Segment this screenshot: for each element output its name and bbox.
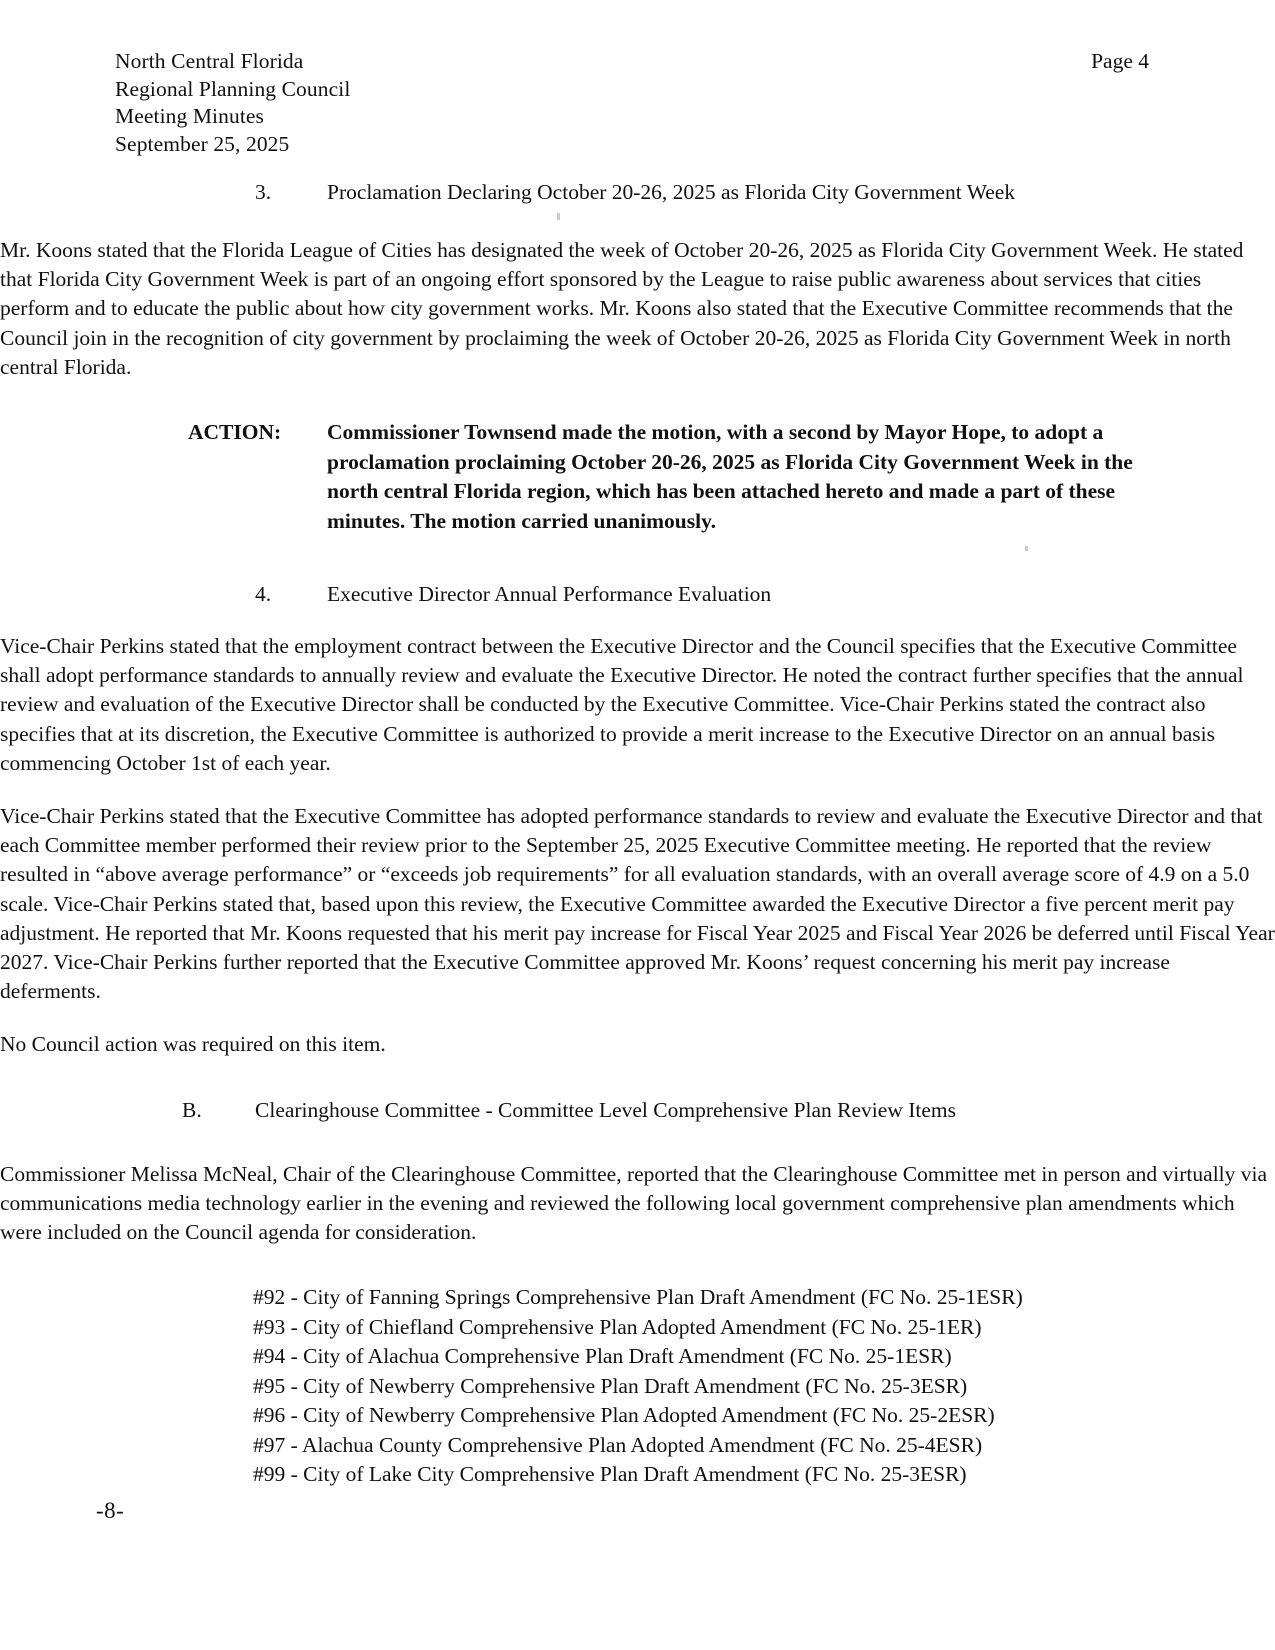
list-item: #93 - City of Chiefland Comprehensive Plan Adopted Amendment (FC No. 25-1ER) xyxy=(253,1314,982,1339)
list-item: #99 - City of Lake City Comprehensive Plan Draft Amendment (FC No. 25-3ESR) xyxy=(253,1462,967,1487)
list-item: #97 - Alachua County Comprehensive Plan Adopted Amendment (FC No. 25-4ESR) xyxy=(253,1432,983,1457)
list-item: #92 - City of Fanning Springs Comprehensive Plan Draft Amendment (FC No. 25-1ESR) xyxy=(253,1285,1023,1310)
agenda-item-b-title: Clearinghouse Committee - Committee Level Comprehensive Plan Review Items xyxy=(255,1097,956,1122)
list-item: #96 - City of Newberry Comprehensive Plan Adopted Amendment (FC No. 25-2ESR) xyxy=(253,1403,995,1428)
action-label: ACTION: xyxy=(188,420,282,445)
page-label: Page 4 xyxy=(1091,49,1149,73)
document-type-line: Meeting Minutes xyxy=(115,104,264,128)
agenda-item-b-letter: B. xyxy=(182,1097,202,1122)
agenda-item-4-title: Executive Director Annual Performance Evaluation xyxy=(327,582,772,607)
document-body xyxy=(0,178,1275,1490)
agenda-item-4-paragraph-2: Vice-Chair Perkins stated that the Executive Committee has adopted performance standards to review and evaluate the Executive Director and that each Committee member performed their review prior to the September 25, 2025 Executive Committee meeting. He reported that the review resulted in “above average performance” or “exceeds job requirements” for all evaluation standards, with an overall average score of 4.9 on a 5.0 scale. Vice-Chair Perkins stated that, based upon this review, the Executive Committee awarded the Executive Director a five percent merit pay adjustment. He reported that Mr. Koons requested that his merit pay increase for Fiscal Year 2025 and Fiscal Year 2026 be deferred until Fiscal Year 2027. Vice-Chair Perkins further reported that the Executive Committee approved Mr. Koons’ request concerning his merit pay increase deferments. xyxy=(0,804,1275,1004)
scan-artifact xyxy=(1025,546,1028,551)
list-item: #94 - City of Alachua Comprehensive Plan Draft Amendment (FC No. 25-1ESR) xyxy=(253,1344,952,1369)
agenda-item-3-paragraph: Mr. Koons stated that the Florida League of Cities has designated the week of October 20-26, 2025 as Florida City Government Week. He stated that Florida City Government Week is part of an ongoing effort sponsored by the League to raise public awareness about services that cities perform and to educate the public about how city government works. Mr. Koons also stated that the Executive Committee recommends that the Council join in the recognition of city government by proclaiming the week of October 20-26, 2025 as Florida City Government Week in north central Florida. xyxy=(0,238,1244,379)
page-footer-number: -8- xyxy=(96,1498,125,1523)
agenda-item-3-number: 3. xyxy=(255,180,272,204)
action-block xyxy=(188,418,1147,536)
agenda-item-b-paragraph: Commissioner Melissa McNeal, Chair of the Clearinghouse Committee, reported that the Clearinghouse Committee met in person and virtually via communications media technology earlier in the evening and reviewed the following local government comprehensive plan amendments which were included on the Council agenda for consideration. xyxy=(0,1161,1268,1245)
organization-line-1: North Central Florida xyxy=(115,49,304,73)
comprehensive-plan-amendment-list xyxy=(253,1283,1125,1490)
no-council-action-note: No Council action was required on this item. xyxy=(0,1032,386,1057)
scan-artifact xyxy=(557,213,560,220)
agenda-item-4-heading xyxy=(255,580,1275,608)
agenda-item-4-paragraph-1: Vice-Chair Perkins stated that the employment contract between the Executive Director and the Council specifies that the Executive Committee shall adopt performance standards to annually review and evaluate the Executive Director. He noted the contract further specifies that the annual review and evaluation of the Executive Director shall be conducted by the Executive Committee. Vice-Chair Perkins stated the contract also specifies that at its discretion, the Executive Committee is authorized to provide a merit increase to the Executive Director on an annual basis commencing October 1st of each year. xyxy=(0,634,1244,775)
list-item: #95 - City of Newberry Comprehensive Plan Draft Amendment (FC No. 25-3ESR) xyxy=(253,1373,968,1398)
agenda-item-3-title: Proclamation Declaring October 20-26, 2025 as Florida City Government Week xyxy=(327,180,1016,204)
agenda-item-3-heading xyxy=(255,178,1275,206)
page-header xyxy=(115,48,1155,158)
meeting-date-line: September 25, 2025 xyxy=(115,131,290,156)
action-text: Commissioner Townsend made the motion, with a second by Mayor Hope, to adopt a proclamation proclaiming October 20-26, 2025 as Florida City Government Week in the north central Florida region, which has been attached hereto and made a part of these minutes. The motion carried unanimously. xyxy=(327,420,1133,533)
document-identification-block xyxy=(115,48,350,158)
agenda-item-b-heading xyxy=(182,1096,1275,1124)
organization-line-2: Regional Planning Council xyxy=(115,76,351,101)
agenda-item-4-number: 4. xyxy=(255,582,272,607)
